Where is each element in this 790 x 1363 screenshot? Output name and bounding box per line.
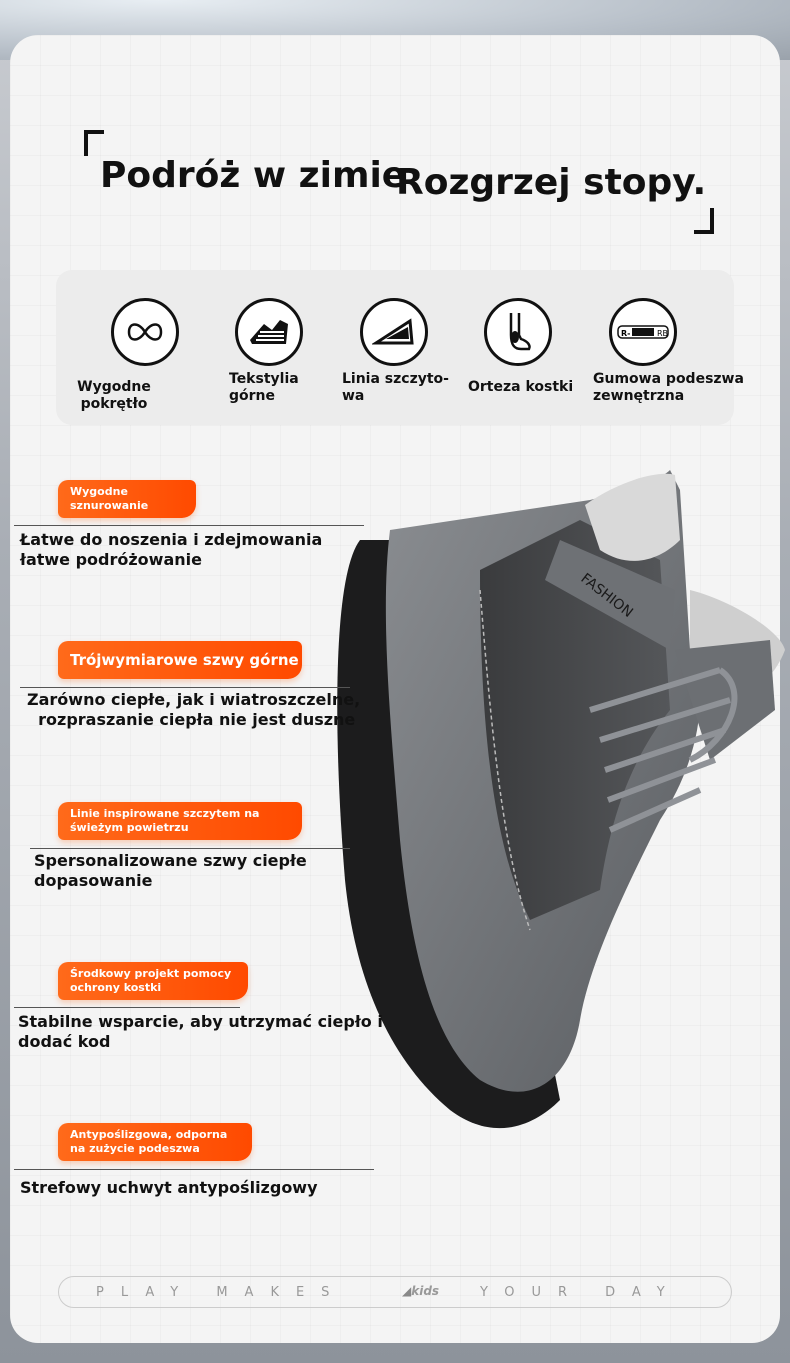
callout-tag-peak-lines: Linie inspirowane szczytem na świeżym powietrzu [58, 802, 302, 840]
callout-line [14, 1007, 240, 1008]
svg-text:RB: RB [657, 329, 669, 338]
corner-bracket-top-left [84, 130, 104, 156]
feature-sole [583, 298, 703, 366]
headline-left: Podróż w zimie [100, 155, 407, 196]
rubber-sole-icon [609, 298, 677, 366]
callout-desc-sole: Strefowy uchwyt antypoślizgowy [20, 1178, 318, 1197]
feature-label-line: Linia szczyto- wa [342, 371, 449, 404]
corner-bracket-bottom-right [694, 208, 714, 234]
shoe-upper-icon [235, 298, 303, 366]
feature-label-knob: Wygodne pokrętło [77, 379, 151, 412]
infinity-knob-icon [111, 298, 179, 366]
callout-tag-sole: Antypoślizgowa, odporna na zużycie podeszwa [58, 1123, 252, 1161]
footer-text-left: PLAY MAKES [96, 1285, 347, 1300]
callout-desc-ankle: Stabilne wsparcie, aby utrzymać ciepło i dodać kod [18, 1012, 383, 1051]
ankle-foot-icon [484, 298, 552, 366]
feature-knob [85, 298, 205, 366]
feature-line [334, 298, 454, 366]
winter-boot-image [330, 460, 790, 1150]
callout-desc-seams: Zarówno ciepłe, jak i wiatroszczelne, rozpraszanie ciepła nie jest duszne [27, 690, 361, 729]
feature-label-sole: Gumowa podeszwa zewnętrzna [593, 371, 744, 404]
feature-label-upper: Tekstylia górne [229, 371, 299, 404]
callout-desc-peak-lines: Spersonalizowane szwy ciepłe dopasowanie [34, 851, 307, 890]
feature-label-ankle: Orteza kostki [468, 379, 574, 395]
brand-name: kids [411, 1284, 440, 1298]
brand-logo [402, 1284, 439, 1298]
callout-line [14, 1169, 374, 1170]
footer-text-right: YOUR DAY [480, 1285, 682, 1300]
callout-line [30, 848, 350, 849]
mountain-line-icon [360, 298, 428, 366]
callout-tag-ankle: Środkowy projekt pomocy ochrony kostki [58, 962, 248, 1000]
svg-text:R-: R- [621, 329, 631, 338]
boot-side-text: FASHION [577, 570, 636, 621]
callout-line [14, 525, 364, 526]
headline-right: Rozgrzej stopy. [396, 162, 707, 203]
callout-tag-seams: Trójwymiarowe szwy górne [58, 641, 302, 679]
callout-tag-lacing: Wygodne sznurowanie [58, 480, 196, 518]
callout-desc-lacing: Łatwe do noszenia i zdejmowania łatwe podróżowanie [20, 530, 323, 569]
callout-line [20, 687, 350, 688]
feature-ankle [458, 298, 578, 366]
feature-upper [209, 298, 329, 366]
brand-swoosh-icon: ◢ [402, 1284, 412, 1298]
